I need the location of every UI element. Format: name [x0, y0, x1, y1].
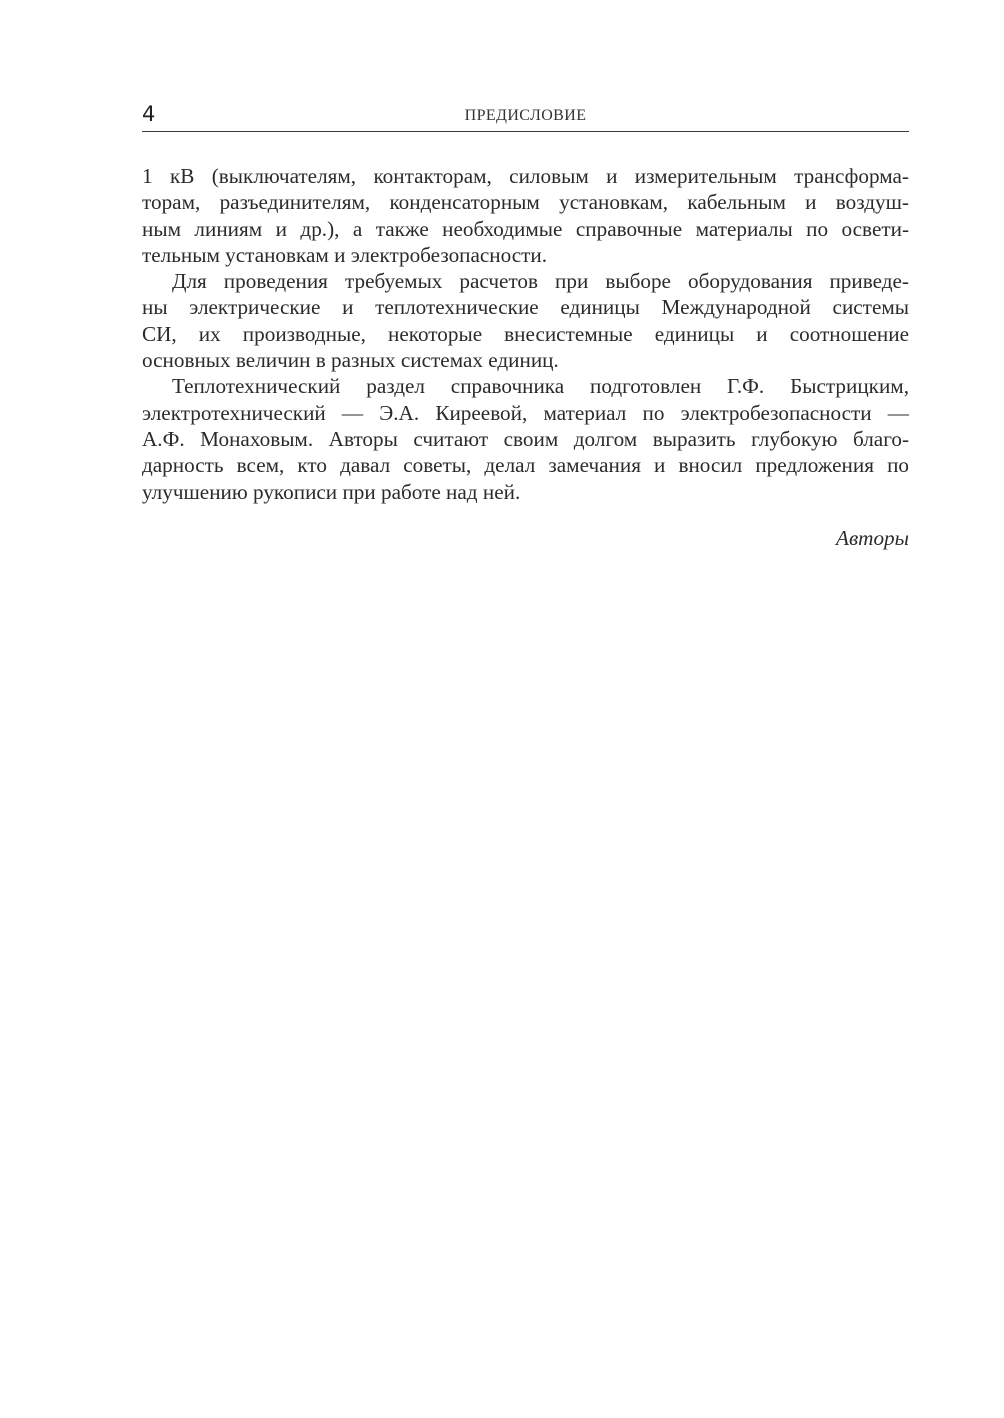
text-line: 1 кВ (выключателям, контакторам, силовым и измерительным трансформа- [142, 164, 909, 188]
text-line: тельным установкам и электробезопасности. [142, 242, 548, 267]
authors-signature: Авторы [836, 525, 909, 550]
text-line: торам, разъединителям, конденсаторным установкам, кабельным и воздуш- [142, 190, 909, 215]
text-line: СИ, их производные, некоторые внесистемные единицы и соотношение [142, 321, 909, 346]
text-line: Для проведения требуемых расчетов при выборе оборудования приведе- [172, 269, 909, 294]
paragraph-3 [142, 373, 909, 504]
text-line: электротехнический — Э.А. Киреевой, материал по электробезопасности — [142, 400, 909, 425]
page-number: 4 [142, 102, 156, 126]
text-line: А.Ф. Монаховым. Авторы считают своим долгом выразить глубокую благо- [142, 426, 909, 451]
running-header [142, 100, 909, 132]
text-line: ны электрические и теплотехнические единицы Международной системы [142, 295, 909, 320]
section-title: ПРЕДИСЛОВИЕ [464, 107, 587, 124]
paragraph-1 [142, 163, 909, 268]
body-text [142, 163, 909, 505]
text-line: ным линиям и др.), а также необходимые справочные материалы по освети- [142, 216, 909, 241]
text-line: основных величин в разных системах единиц. [142, 348, 559, 373]
text-line: Теплотехнический раздел справочника подготовлен Г.Ф. Быстрицким, [172, 374, 909, 399]
text-line: дарность всем, кто давал советы, делал замечания и вносил предложения по [142, 453, 909, 478]
book-page [142, 100, 909, 551]
paragraph-2 [142, 268, 909, 373]
text-line: улучшению рукописи при работе над ней. [142, 479, 521, 504]
